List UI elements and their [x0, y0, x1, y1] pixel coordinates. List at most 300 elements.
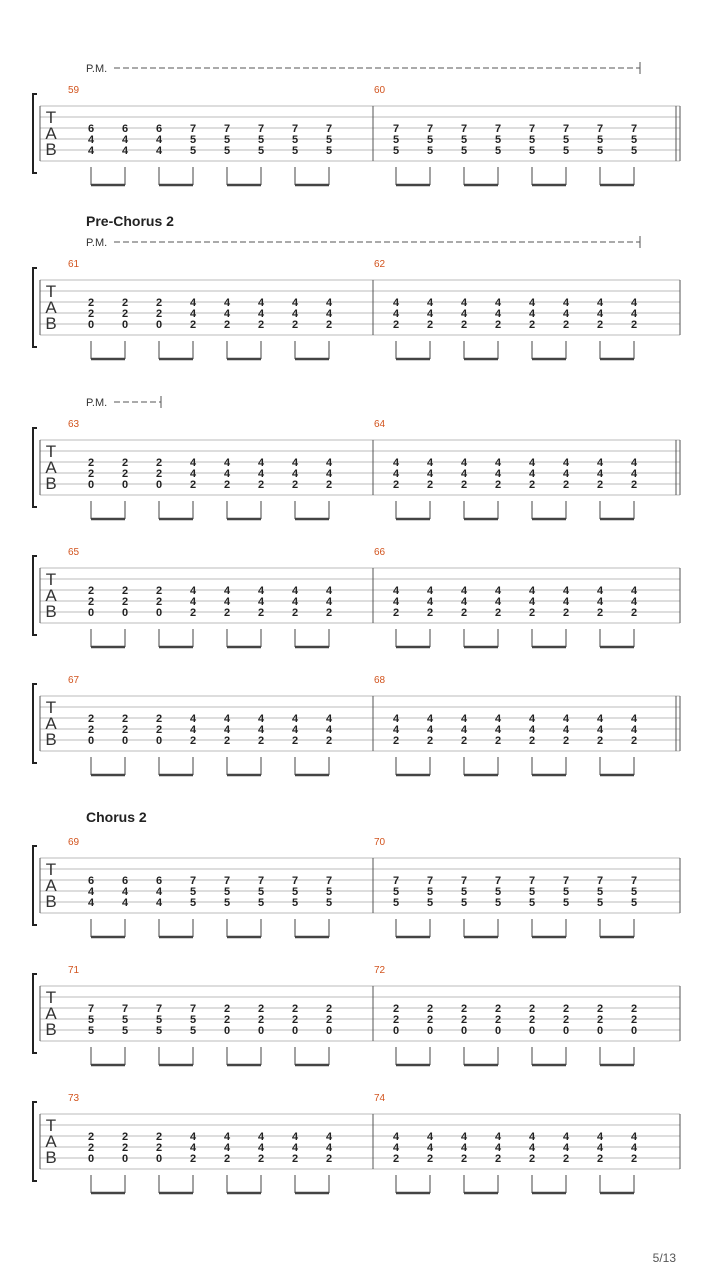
fret-number: 5 — [460, 897, 468, 909]
fret-number: 2 — [562, 607, 570, 619]
fret-number: 2 — [121, 1142, 129, 1154]
fret-number: 5 — [630, 145, 638, 157]
fret-number: 2 — [121, 1131, 129, 1143]
fret-number: 2 — [155, 308, 163, 320]
fret-number: 4 — [87, 886, 95, 898]
fret-number: 4 — [528, 468, 536, 480]
fret-number: 4 — [223, 1131, 231, 1143]
fret-number: 4 — [392, 308, 400, 320]
fret-number: 7 — [528, 123, 536, 135]
tab-clef-letter: B — [45, 1020, 57, 1039]
fret-number: 4 — [562, 1142, 570, 1154]
fret-number: 4 — [325, 297, 333, 309]
fret-number: 2 — [87, 1131, 95, 1143]
measure-number: 69 — [68, 837, 80, 848]
measure-number: 59 — [68, 85, 80, 96]
fret-number: 5 — [630, 897, 638, 909]
fret-number: 4 — [257, 308, 265, 320]
fret-number: 2 — [121, 457, 129, 469]
fret-number: 7 — [291, 875, 299, 887]
fret-number: 5 — [223, 886, 231, 898]
fret-number: 7 — [596, 875, 604, 887]
fret-number: 4 — [223, 1142, 231, 1154]
fret-number: 2 — [121, 585, 129, 597]
tab-clef-letter: B — [45, 730, 57, 749]
fret-number: 4 — [630, 724, 638, 736]
measure-number: 63 — [68, 419, 80, 430]
fret-number: 2 — [494, 1153, 502, 1165]
fret-number: 2 — [257, 1003, 265, 1015]
fret-number: 4 — [325, 713, 333, 725]
fret-number: 0 — [87, 319, 95, 331]
fret-number: 4 — [155, 145, 163, 157]
fret-number: 4 — [189, 585, 197, 597]
measure-number: 66 — [374, 547, 386, 558]
fret-number: 5 — [257, 134, 265, 146]
tab-clef-letter: T — [45, 282, 57, 301]
fret-number: 2 — [291, 1014, 299, 1026]
fret-number: 7 — [392, 875, 400, 887]
section-title: Chorus 2 — [86, 809, 147, 825]
fret-number: 4 — [494, 457, 502, 469]
fret-number: 2 — [630, 479, 638, 491]
fret-number: 4 — [189, 308, 197, 320]
fret-number: 4 — [223, 713, 231, 725]
fret-number: 6 — [121, 123, 129, 135]
measure-number: 64 — [374, 419, 386, 430]
fret-number: 6 — [87, 123, 95, 135]
tab-clef-letter: A — [45, 1004, 57, 1023]
fret-number: 2 — [223, 1003, 231, 1015]
fret-number: 5 — [325, 886, 333, 898]
fret-number: 4 — [189, 468, 197, 480]
fret-number: 4 — [460, 1142, 468, 1154]
fret-number: 4 — [426, 457, 434, 469]
fret-number: 2 — [87, 457, 95, 469]
fret-number: 4 — [426, 1131, 434, 1143]
fret-number: 5 — [121, 1014, 129, 1026]
fret-number: 2 — [87, 468, 95, 480]
fret-number: 5 — [257, 886, 265, 898]
system-bracket — [33, 556, 37, 635]
fret-number: 2 — [155, 457, 163, 469]
fret-number: 4 — [87, 145, 95, 157]
fret-number: 2 — [562, 319, 570, 331]
fret-number: 0 — [155, 319, 163, 331]
fret-number: 7 — [257, 123, 265, 135]
fret-number: 2 — [87, 297, 95, 309]
fret-number: 2 — [87, 724, 95, 736]
fret-number: 4 — [325, 468, 333, 480]
fret-number: 4 — [325, 457, 333, 469]
fret-number: 2 — [257, 607, 265, 619]
fret-number: 2 — [494, 479, 502, 491]
fret-number: 4 — [528, 713, 536, 725]
fret-number: 2 — [87, 1142, 95, 1154]
fret-number: 4 — [494, 468, 502, 480]
fret-number: 4 — [528, 1131, 536, 1143]
fret-number: 4 — [189, 596, 197, 608]
fret-number: 4 — [121, 134, 129, 146]
fret-number: 4 — [528, 297, 536, 309]
fret-number: 2 — [426, 319, 434, 331]
fret-number: 4 — [528, 1142, 536, 1154]
measure-number: 72 — [374, 965, 386, 976]
fret-number: 7 — [392, 123, 400, 135]
measure-number: 68 — [374, 675, 386, 686]
fret-number: 2 — [630, 735, 638, 747]
fret-number: 7 — [257, 875, 265, 887]
fret-number: 7 — [223, 123, 231, 135]
fret-number: 2 — [392, 1153, 400, 1165]
fret-number: 4 — [562, 457, 570, 469]
fret-number: 4 — [426, 1142, 434, 1154]
fret-number: 4 — [630, 596, 638, 608]
tab-clef-letter: T — [45, 442, 57, 461]
fret-number: 0 — [426, 1025, 434, 1037]
fret-number: 2 — [562, 735, 570, 747]
tab-clef-letter: B — [45, 140, 57, 159]
fret-number: 5 — [562, 134, 570, 146]
fret-number: 5 — [189, 897, 197, 909]
fret-number: 2 — [528, 735, 536, 747]
fret-number: 2 — [223, 1153, 231, 1165]
fret-number: 5 — [426, 897, 434, 909]
fret-number: 4 — [426, 297, 434, 309]
fret-number: 2 — [87, 713, 95, 725]
fret-number: 4 — [596, 468, 604, 480]
fret-number: 2 — [528, 1014, 536, 1026]
fret-number: 0 — [460, 1025, 468, 1037]
tab-clef-letter: B — [45, 602, 57, 621]
fret-number: 4 — [325, 1142, 333, 1154]
system-bracket — [33, 974, 37, 1053]
fret-number: 5 — [392, 145, 400, 157]
fret-number: 4 — [291, 297, 299, 309]
fret-number: 0 — [392, 1025, 400, 1037]
fret-number: 4 — [189, 713, 197, 725]
fret-number: 2 — [121, 596, 129, 608]
fret-number: 4 — [257, 724, 265, 736]
fret-number: 7 — [426, 875, 434, 887]
fret-number: 4 — [392, 468, 400, 480]
fret-number: 5 — [562, 897, 570, 909]
fret-number: 4 — [291, 468, 299, 480]
fret-number: 5 — [426, 886, 434, 898]
fret-number: 4 — [392, 585, 400, 597]
fret-number: 2 — [494, 607, 502, 619]
fret-number: 5 — [426, 134, 434, 146]
fret-number: 5 — [494, 886, 502, 898]
fret-number: 4 — [426, 585, 434, 597]
measure-number: 62 — [374, 259, 386, 270]
fret-number: 4 — [562, 308, 570, 320]
fret-number: 7 — [189, 1003, 197, 1015]
fret-number: 4 — [291, 724, 299, 736]
fret-number: 4 — [121, 145, 129, 157]
measure-number: 67 — [68, 675, 80, 686]
fret-number: 2 — [630, 319, 638, 331]
fret-number: 4 — [596, 585, 604, 597]
fret-number: 2 — [223, 735, 231, 747]
tab-clef-letter: T — [45, 988, 57, 1007]
fret-number: 5 — [189, 1014, 197, 1026]
fret-number: 2 — [155, 297, 163, 309]
fret-number: 4 — [426, 713, 434, 725]
fret-number: 2 — [189, 1153, 197, 1165]
fret-number: 5 — [291, 145, 299, 157]
fret-number: 2 — [426, 735, 434, 747]
fret-number: 5 — [460, 134, 468, 146]
fret-number: 4 — [630, 1142, 638, 1154]
fret-number: 4 — [494, 308, 502, 320]
fret-number: 5 — [223, 145, 231, 157]
fret-number: 5 — [189, 1025, 197, 1037]
fret-number: 2 — [155, 713, 163, 725]
fret-number: 5 — [189, 134, 197, 146]
fret-number: 5 — [460, 886, 468, 898]
fret-number: 5 — [223, 134, 231, 146]
fret-number: 4 — [155, 897, 163, 909]
fret-number: 0 — [121, 479, 129, 491]
fret-number: 2 — [460, 735, 468, 747]
system-bracket — [33, 268, 37, 347]
fret-number: 2 — [291, 1003, 299, 1015]
fret-number: 4 — [426, 468, 434, 480]
fret-number: 2 — [189, 479, 197, 491]
fret-number: 4 — [630, 468, 638, 480]
fret-number: 4 — [392, 297, 400, 309]
tab-clef-letter: B — [45, 474, 57, 493]
fret-number: 2 — [291, 735, 299, 747]
fret-number: 2 — [121, 308, 129, 320]
fret-number: 2 — [155, 1142, 163, 1154]
fret-number: 4 — [494, 297, 502, 309]
fret-number: 5 — [392, 134, 400, 146]
fret-number: 6 — [87, 875, 95, 887]
fret-number: 4 — [460, 297, 468, 309]
fret-number: 2 — [596, 607, 604, 619]
fret-number: 5 — [291, 897, 299, 909]
fret-number: 7 — [460, 875, 468, 887]
palm-mute-label: P.M. — [86, 63, 108, 75]
fret-number: 2 — [87, 596, 95, 608]
fret-number: 4 — [494, 585, 502, 597]
fret-number: 0 — [155, 607, 163, 619]
fret-number: 4 — [630, 1131, 638, 1143]
system-bracket — [33, 846, 37, 925]
fret-number: 4 — [325, 1131, 333, 1143]
fret-number: 2 — [426, 1003, 434, 1015]
fret-number: 5 — [121, 1025, 129, 1037]
fret-number: 7 — [494, 875, 502, 887]
fret-number: 2 — [460, 1153, 468, 1165]
fret-number: 2 — [460, 1003, 468, 1015]
fret-number: 4 — [257, 585, 265, 597]
fret-number: 4 — [392, 724, 400, 736]
fret-number: 7 — [562, 875, 570, 887]
fret-number: 4 — [460, 1131, 468, 1143]
fret-number: 2 — [596, 1014, 604, 1026]
fret-number: 4 — [460, 468, 468, 480]
fret-number: 5 — [325, 145, 333, 157]
fret-number: 2 — [426, 1153, 434, 1165]
fret-number: 2 — [121, 297, 129, 309]
fret-number: 2 — [426, 479, 434, 491]
fret-number: 2 — [291, 1153, 299, 1165]
fret-number: 5 — [596, 886, 604, 898]
fret-number: 4 — [121, 897, 129, 909]
fret-number: 0 — [528, 1025, 536, 1037]
fret-number: 4 — [392, 713, 400, 725]
fret-number: 2 — [528, 607, 536, 619]
fret-number: 4 — [630, 297, 638, 309]
fret-number: 2 — [596, 1153, 604, 1165]
fret-number: 2 — [325, 1014, 333, 1026]
fret-number: 4 — [291, 596, 299, 608]
fret-number: 2 — [494, 1003, 502, 1015]
fret-number: 2 — [325, 607, 333, 619]
fret-number: 2 — [291, 607, 299, 619]
fret-number: 4 — [223, 457, 231, 469]
fret-number: 4 — [257, 297, 265, 309]
fret-number: 4 — [630, 713, 638, 725]
fret-number: 2 — [325, 1153, 333, 1165]
fret-number: 0 — [257, 1025, 265, 1037]
fret-number: 4 — [189, 724, 197, 736]
fret-number: 5 — [494, 145, 502, 157]
fret-number: 4 — [460, 713, 468, 725]
fret-number: 2 — [528, 479, 536, 491]
fret-number: 4 — [325, 585, 333, 597]
measure-number: 73 — [68, 1093, 80, 1104]
fret-number: 7 — [630, 123, 638, 135]
fret-number: 4 — [460, 596, 468, 608]
fret-number: 5 — [257, 145, 265, 157]
fret-number: 4 — [392, 596, 400, 608]
fret-number: 4 — [291, 713, 299, 725]
tab-clef-letter: T — [45, 1116, 57, 1135]
fret-number: 2 — [257, 479, 265, 491]
fret-number: 0 — [223, 1025, 231, 1037]
fret-number: 5 — [528, 145, 536, 157]
fret-number: 2 — [392, 1014, 400, 1026]
system-bracket — [33, 428, 37, 507]
section-title: Pre-Chorus 2 — [86, 213, 174, 229]
fret-number: 2 — [325, 479, 333, 491]
fret-number: 5 — [392, 886, 400, 898]
measure-number: 71 — [68, 965, 80, 976]
measure-number: 74 — [374, 1093, 386, 1104]
fret-number: 2 — [291, 319, 299, 331]
fret-number: 4 — [121, 886, 129, 898]
fret-number: 2 — [392, 319, 400, 331]
fret-number: 4 — [494, 596, 502, 608]
fret-number: 5 — [596, 134, 604, 146]
fret-number: 5 — [562, 145, 570, 157]
fret-number: 5 — [630, 134, 638, 146]
fret-number: 4 — [426, 596, 434, 608]
fret-number: 4 — [460, 457, 468, 469]
fret-number: 4 — [426, 308, 434, 320]
fret-number: 4 — [528, 596, 536, 608]
fret-number: 5 — [257, 897, 265, 909]
fret-number: 5 — [87, 1014, 95, 1026]
fret-number: 2 — [460, 479, 468, 491]
fret-number: 0 — [87, 735, 95, 747]
tab-clef-letter: T — [45, 860, 57, 879]
fret-number: 2 — [494, 735, 502, 747]
fret-number: 2 — [121, 724, 129, 736]
fret-number: 7 — [291, 123, 299, 135]
fret-number: 0 — [562, 1025, 570, 1037]
page-number: 5/13 — [652, 1251, 676, 1265]
fret-number: 4 — [630, 457, 638, 469]
tab-clef-letter: A — [45, 298, 57, 317]
fret-number: 0 — [155, 735, 163, 747]
fret-number: 5 — [494, 897, 502, 909]
fret-number: 2 — [426, 1014, 434, 1026]
fret-number: 7 — [87, 1003, 95, 1015]
fret-number: 4 — [494, 1131, 502, 1143]
fret-number: 2 — [189, 735, 197, 747]
fret-number: 4 — [291, 585, 299, 597]
fret-number: 2 — [596, 319, 604, 331]
fret-number: 7 — [189, 123, 197, 135]
fret-number: 4 — [460, 308, 468, 320]
fret-number: 4 — [494, 724, 502, 736]
fret-number: 4 — [155, 886, 163, 898]
fret-number: 4 — [325, 724, 333, 736]
fret-number: 5 — [291, 134, 299, 146]
fret-number: 4 — [257, 457, 265, 469]
fret-number: 4 — [291, 308, 299, 320]
fret-number: 2 — [494, 319, 502, 331]
system-bracket — [33, 94, 37, 173]
fret-number: 2 — [392, 735, 400, 747]
fret-number: 5 — [87, 1025, 95, 1037]
fret-number: 2 — [528, 1003, 536, 1015]
fret-number: 2 — [257, 735, 265, 747]
fret-number: 7 — [325, 875, 333, 887]
fret-number: 7 — [426, 123, 434, 135]
fret-number: 5 — [528, 897, 536, 909]
fret-number: 4 — [596, 724, 604, 736]
fret-number: 0 — [630, 1025, 638, 1037]
fret-number: 4 — [223, 468, 231, 480]
fret-number: 5 — [189, 145, 197, 157]
fret-number: 4 — [189, 457, 197, 469]
fret-number: 4 — [291, 457, 299, 469]
fret-number: 4 — [596, 1142, 604, 1154]
fret-number: 4 — [494, 1142, 502, 1154]
tab-clef-letter: A — [45, 714, 57, 733]
fret-number: 5 — [562, 886, 570, 898]
fret-number: 4 — [630, 585, 638, 597]
fret-number: 0 — [155, 479, 163, 491]
fret-number: 6 — [155, 123, 163, 135]
fret-number: 4 — [562, 585, 570, 597]
fret-number: 5 — [325, 134, 333, 146]
fret-number: 0 — [291, 1025, 299, 1037]
fret-number: 2 — [392, 479, 400, 491]
fret-number: 0 — [121, 319, 129, 331]
fret-number: 5 — [189, 886, 197, 898]
fret-number: 0 — [596, 1025, 604, 1037]
measure-number: 61 — [68, 259, 80, 270]
fret-number: 4 — [223, 724, 231, 736]
fret-number: 0 — [155, 1153, 163, 1165]
